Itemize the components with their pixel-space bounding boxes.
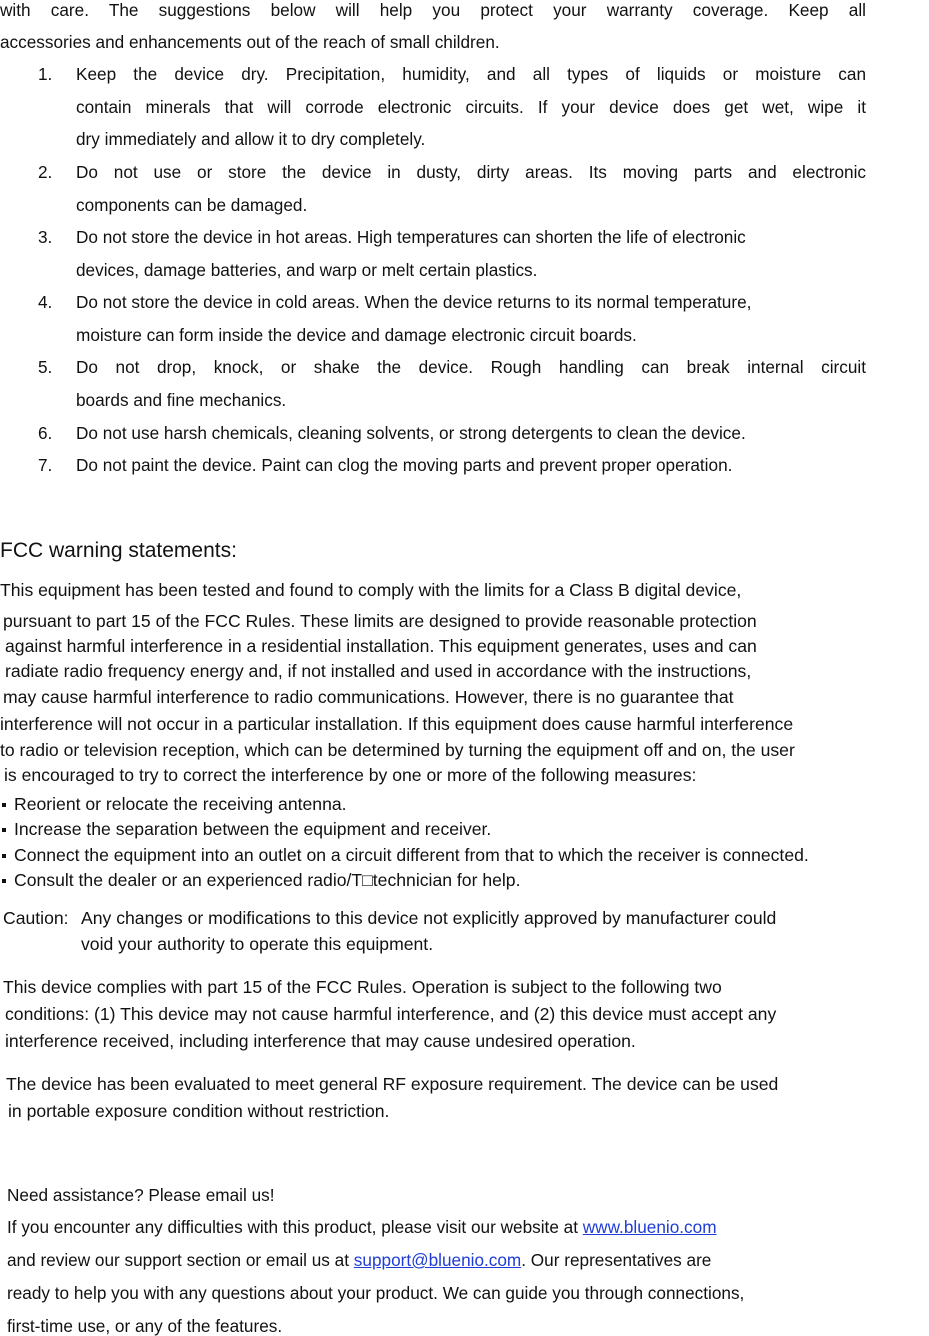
list-item-text: components can be damaged. xyxy=(76,195,308,215)
part15-line: interference received, including interference that may cause undesired operation. xyxy=(5,1031,636,1051)
list-item-number: 6. xyxy=(38,423,53,443)
fcc-paragraph-line: may cause harmful interference to radio communications. However, there is no guarantee that xyxy=(3,687,734,707)
list-item-number: 2. xyxy=(38,162,53,182)
assistance-text: If you encounter any difficulties with this product, please visit our website at xyxy=(7,1217,583,1237)
list-item xyxy=(2,870,520,890)
assistance-heading: Need assistance? Please email us! xyxy=(7,1185,275,1205)
fcc-paragraph-line: is encouraged to try to correct the interference by one or more of the following measures: xyxy=(4,765,697,785)
list-item-number: 7. xyxy=(38,455,53,475)
assistance-line xyxy=(7,1250,711,1270)
list-item-text: Consult the dealer or an experienced radio/T□technician for help. xyxy=(14,870,521,890)
list-item-text: Do not drop, knock, or shake the device. Rough handling can break internal circuit xyxy=(76,357,866,377)
list-item-text: Do not paint the device. Paint can clog the moving parts and prevent proper operation. xyxy=(76,455,733,475)
list-item-text: moisture can form inside the device and damage electronic circuit boards. xyxy=(76,325,637,345)
fcc-paragraph-line: against harmful interference in a residential installation. This equipment generates, uses and can xyxy=(5,636,757,656)
assistance-text: and review our support section or email us at xyxy=(7,1250,354,1270)
list-item-number: 3. xyxy=(38,227,53,247)
assistance-line: ready to help you with any questions about your product. We can guide you through connections, xyxy=(7,1283,745,1303)
list-item-text: Do not use or store the device in dusty, dirty areas. Its moving parts and electronic xyxy=(76,162,866,182)
list-item xyxy=(2,845,809,865)
assistance-line: first-time use, or any of the features. xyxy=(7,1316,283,1336)
list-item-text: boards and fine mechanics. xyxy=(76,390,287,410)
caution-label: Caution: xyxy=(3,908,69,928)
fcc-paragraph-line: radiate radio frequency energy and, if not installed and used in accordance with the instructions, xyxy=(5,661,752,681)
list-item xyxy=(2,819,491,839)
assistance-text: . Our representatives are xyxy=(521,1250,712,1270)
list-item-text: Increase the separation between the equipment and receiver. xyxy=(14,819,492,839)
list-item xyxy=(2,794,347,814)
rf-line: The device has been evaluated to meet general RF exposure requirement. The device can be used xyxy=(6,1074,779,1094)
list-item-text: contain minerals that will corrode electronic circuits. If your device does get wet, wipe it xyxy=(76,97,866,117)
list-item-text: devices, damage batteries, and warp or melt certain plastics. xyxy=(76,260,538,280)
fcc-heading: FCC warning statements: xyxy=(0,539,237,562)
fcc-paragraph-line: interference will not occur in a particular installation. If this equipment does cause harmful interference xyxy=(0,714,794,734)
assistance-line xyxy=(7,1217,717,1237)
list-item-number: 5. xyxy=(38,357,53,377)
list-item-text: Keep the device dry. Precipitation, humidity, and all types of liquids or moisture can xyxy=(76,64,866,84)
bullet-icon xyxy=(2,879,6,883)
fcc-paragraph-line: to radio or television reception, which can be determined by turning the equipment off and on, the user xyxy=(0,740,795,760)
list-item-text: Do not store the device in cold areas. When the device returns to its normal temperature, xyxy=(76,292,752,312)
bullet-icon xyxy=(2,828,6,832)
bullet-icon xyxy=(2,803,6,807)
intro-line-2: accessories and enhancements out of the reach of small children. xyxy=(0,32,500,52)
list-item-number: 1. xyxy=(38,64,53,84)
list-item-text: dry immediately and allow it to dry completely. xyxy=(76,129,426,149)
fcc-paragraph-line: This equipment has been tested and found to comply with the limits for a Class B digital device, xyxy=(0,580,742,600)
bullet-icon xyxy=(2,854,6,858)
fcc-paragraph-line: pursuant to part 15 of the FCC Rules. These limits are designed to provide reasonable protection xyxy=(3,611,757,631)
rf-line: in portable exposure condition without restriction. xyxy=(8,1101,390,1121)
intro-line-1: with care. The suggestions below will help you protect your warranty coverage. Keep all xyxy=(0,0,866,20)
website-link[interactable]: www.bluenio.com xyxy=(582,1217,717,1237)
list-item-text: Do not store the device in hot areas. High temperatures can shorten the life of electronic xyxy=(76,227,746,247)
list-item-text: Do not use harsh chemicals, cleaning solvents, or strong detergents to clean the device. xyxy=(76,423,746,443)
email-link[interactable]: support@bluenio.com xyxy=(353,1250,522,1270)
caution-line: void your authority to operate this equipment. xyxy=(81,934,434,954)
caution-line: Any changes or modifications to this device not explicitly approved by manufacturer could xyxy=(81,908,777,928)
list-item-text: Reorient or relocate the receiving antenna. xyxy=(14,794,347,814)
list-item-number: 4. xyxy=(38,292,53,312)
part15-line: This device complies with part 15 of the FCC Rules. Operation is subject to the following two xyxy=(3,977,722,997)
list-item-text: Connect the equipment into an outlet on a circuit different from that to which the receiver is connected. xyxy=(14,845,809,865)
part15-line: conditions: (1) This device may not cause harmful interference, and (2) this device must accept any xyxy=(5,1004,777,1024)
